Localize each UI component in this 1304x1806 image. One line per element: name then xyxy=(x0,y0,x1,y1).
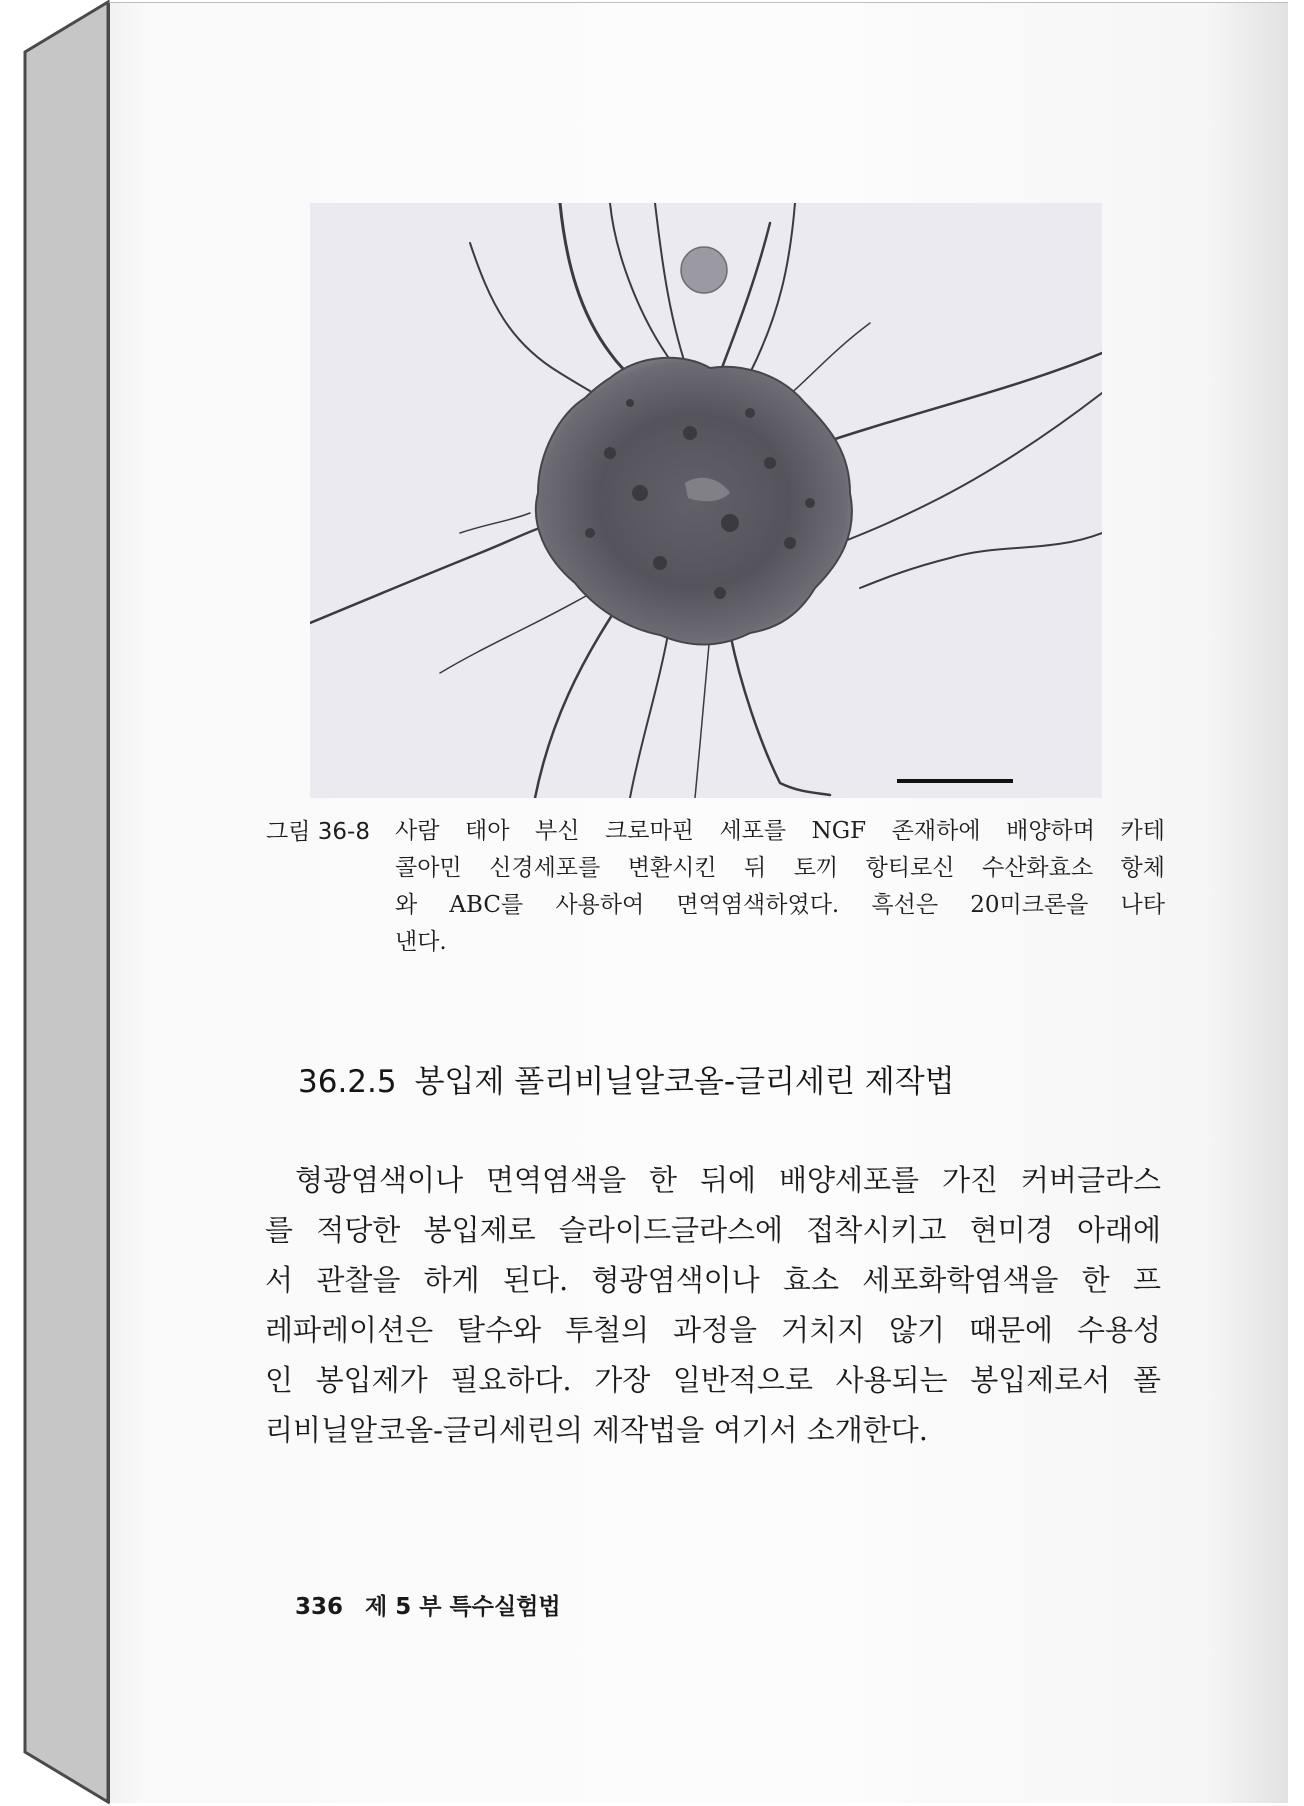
body-line: 를 적당한 봉입제로 슬라이드글라스에 접착시키고 현미경 아래에 xyxy=(265,1213,1161,1247)
body-line: 인 봉입제가 필요하다. 가장 일반적으로 사용되는 봉입제로서 폴 xyxy=(265,1363,1161,1397)
body-line: 레파레이션은 탈수와 투철의 과정을 거치지 않기 때문에 수용성 xyxy=(265,1313,1161,1347)
section-title: 봉입제 폴리비닐알코올-글리세린 제작법 xyxy=(414,1064,955,1100)
caption-line: 와 ABC를 사용하여 면역염색하였다. 흑선은 20미크론을 나타 xyxy=(395,892,1165,918)
body-line: 리비닐알코올-글리세린의 제작법을 여기서 소개한다. xyxy=(265,1413,928,1447)
caption-line: 콜아민 신경세포를 변환시킨 뒤 토끼 항티로신 수산화효소 항체 xyxy=(395,855,1165,881)
caption-line: 사람 태아 부신 크로마핀 세포를 NGF 존재하에 배양하며 카테 xyxy=(395,818,1165,844)
part-label: 제 5 부 xyxy=(365,1594,442,1620)
page-footer xyxy=(295,1588,561,1621)
caption-line: 낸다. xyxy=(395,929,447,955)
figure-caption xyxy=(395,813,1165,961)
section-number: 36.2.5 xyxy=(298,1064,397,1100)
body-paragraph xyxy=(265,1155,1161,1455)
figure-label: 그림 36-8 xyxy=(266,819,370,845)
micrograph-figure xyxy=(310,203,1102,798)
small-detached-cell xyxy=(681,247,727,293)
body-line: 형광염색이나 면역염색을 한 뒤에 배양세포를 가진 커버글라스 xyxy=(295,1163,1161,1197)
section-heading xyxy=(298,1056,955,1101)
book-spine xyxy=(25,2,108,1802)
micrograph-image xyxy=(310,203,1102,798)
page-number: 336 xyxy=(295,1594,344,1620)
body-line: 서 관찰을 하게 된다. 형광염색이나 효소 세포화학염색을 한 프 xyxy=(265,1263,1161,1297)
part-title: 특수실험법 xyxy=(449,1594,561,1620)
